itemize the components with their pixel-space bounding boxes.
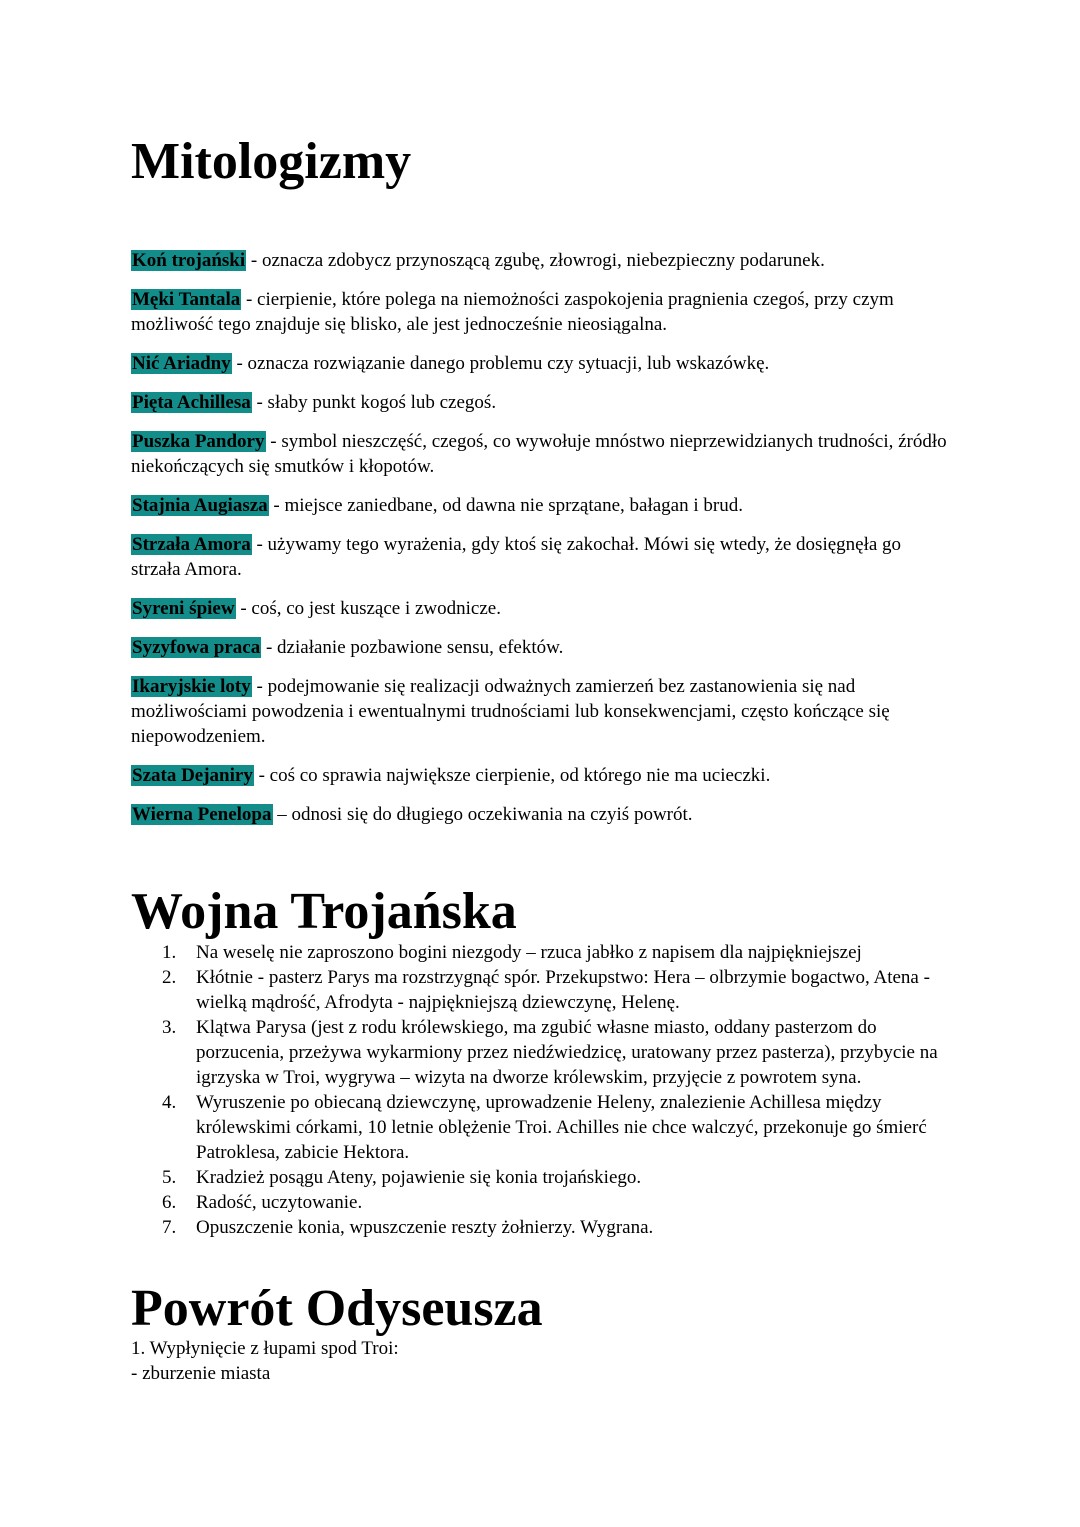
mitologizm-term: Stajnia Augiasza xyxy=(132,495,268,516)
list-item-text: Radość, uczytowanie. xyxy=(196,1192,363,1213)
mitologizm-entry xyxy=(131,390,951,415)
mitologizm-term: Męki Tantala xyxy=(132,289,241,310)
powrot-odyseusza-content xyxy=(131,1336,951,1386)
mitologizm-entry xyxy=(131,635,951,660)
mitologizm-entry xyxy=(131,674,951,749)
mitologizm-entry xyxy=(131,351,951,376)
mitologizm-definition: - używamy tego wyrażenia, gdy ktoś się zakochał. Mówi się wtedy, że dosięgnęła go strzała Amora. xyxy=(131,534,902,580)
mitologizm-definition: - symbol nieszczęść, czegoś, co wywołuje mnóstwo nieprzewidzianych trudności, źródło niekończących się smutków i kłopotów. xyxy=(131,431,947,477)
list-item-number: 1. xyxy=(162,942,177,963)
mitologizm-entry xyxy=(131,763,951,788)
list-item-number: 5. xyxy=(162,1167,177,1188)
list-item-text: Wyruszenie po obiecaną dziewczynę, uprowadzenie Heleny, znalezienie Achillesa między królewskimi córkami, 10 letnie oblężenie Troi. Achilles nie chce walczyć, przekonuje go śmierć Patroklesa, zabicie Hektora. xyxy=(196,1092,927,1163)
list-item-number: 4. xyxy=(162,1092,177,1113)
mitologizm-definition: - podejmowanie się realizacji odważnych zamierzeń bez zastanowienia się nad możliwościami powodzenia i ewentualnymi trudnościami lub konsekwencjami, często kończące się niepowodzeniem. xyxy=(131,676,890,747)
mitologizm-entry xyxy=(131,248,951,273)
section-title-wojna-trojanska: Wojna Trojańska xyxy=(131,883,517,940)
mitologizm-entry xyxy=(131,532,951,582)
mitologizm-definition: - coś, co jest kuszące i zwodnicze. xyxy=(235,598,501,619)
mitologizm-definition: – odnosi się do długiego oczekiwania na czyiś powrót. xyxy=(272,804,693,825)
mitologizm-term: Syreni śpiew xyxy=(132,598,235,619)
mitologizm-definition: - oznacza rozwiązanie danego problemu czy sytuacji, lub wskazówkę. xyxy=(231,353,770,374)
list-item-text: Kradzież posągu Ateny, pojawienie się konia trojańskiego. xyxy=(196,1167,642,1188)
mitologizm-definition: - słaby punkt kogoś lub czegoś. xyxy=(251,392,497,413)
mitologizm-term: Puszka Pandory xyxy=(132,431,265,452)
list-item xyxy=(131,965,951,1015)
list-item xyxy=(131,1215,951,1240)
mitologizm-term: Pięta Achillesa xyxy=(132,392,251,413)
mitologizm-term: Syzyfowa praca xyxy=(132,637,261,658)
mitologizm-definition: - cierpienie, które polega na niemożności zaspokojenia pragnienia czegoś, przy czym możliwość tego znajduje się blisko, ale jest jednocześnie nieosiągalna. xyxy=(131,289,894,335)
mitologizm-entry xyxy=(131,287,951,337)
list-item-number: 2. xyxy=(162,967,177,988)
text-line: - zburzenie miasta xyxy=(131,1363,271,1384)
list-item-number: 3. xyxy=(162,1017,177,1038)
mitologizm-term: Wierna Penelopa xyxy=(132,804,272,825)
list-item xyxy=(131,1165,951,1190)
mitologizmy-list xyxy=(131,248,951,841)
text-line: 1. Wypłynięcie z łupami spod Troi: xyxy=(131,1338,399,1359)
wojna-trojanska-list xyxy=(131,940,951,1240)
mitologizm-entry xyxy=(131,596,951,621)
list-item-text: Kłótnie - pasterz Parys ma rozstrzygnąć spór. Przekupstwo: Hera – olbrzymie bogactwo, Atena - wielką mądrość, Afrodyta - najpiękniejszą dziewczynę, Helenę. xyxy=(196,967,930,1013)
section-title-powrot-odyseusza: Powrót Odyseusza xyxy=(131,1280,543,1337)
mitologizm-term: Ikaryjskie loty xyxy=(132,676,251,697)
mitologizm-entry xyxy=(131,429,951,479)
list-item xyxy=(131,1090,951,1165)
mitologizm-definition: - coś co sprawia największe cierpienie, od którego nie ma ucieczki. xyxy=(253,765,771,786)
mitologizm-term: Szata Dejaniry xyxy=(132,765,253,786)
mitologizm-term: Koń trojański xyxy=(132,250,246,271)
list-item-text: Opuszczenie konia, wpuszczenie reszty żołnierzy. Wygrana. xyxy=(196,1217,654,1238)
list-item-text: Klątwa Parysa (jest z rodu królewskiego, ma zgubić własne miasto, oddany pasterzom do porzucenia, przeżywa wykarmiony przez niedźwiedzicę, uratowany przez pasterza), przybycie na igrzyska w Troi, wygrywa – wizyta na dworze królewskim, przyjęcie z powrotem syna. xyxy=(196,1017,938,1088)
list-item xyxy=(131,1190,951,1215)
mitologizm-term: Nić Ariadny xyxy=(132,353,231,374)
mitologizm-term: Strzała Amora xyxy=(132,534,251,555)
mitologizm-entry xyxy=(131,802,951,827)
list-item xyxy=(131,1015,951,1090)
list-item-text: Na weselę nie zaproszono bogini niezgody – rzuca jabłko z napisem dla najpiękniejszej xyxy=(196,942,862,963)
list-item-number: 6. xyxy=(162,1192,177,1213)
mitologizm-definition: - miejsce zaniedbane, od dawna nie sprzątane, bałagan i brud. xyxy=(268,495,743,516)
list-item-number: 7. xyxy=(162,1217,177,1238)
mitologizm-definition: - oznacza zdobycz przynoszącą zgubę, złowrogi, niebezpieczny podarunek. xyxy=(246,250,825,271)
section-title-mitologizmy: Mitologizmy xyxy=(131,133,412,190)
mitologizm-entry xyxy=(131,493,951,518)
list-item xyxy=(131,940,951,965)
mitologizm-definition: - działanie pozbawione sensu, efektów. xyxy=(261,637,564,658)
